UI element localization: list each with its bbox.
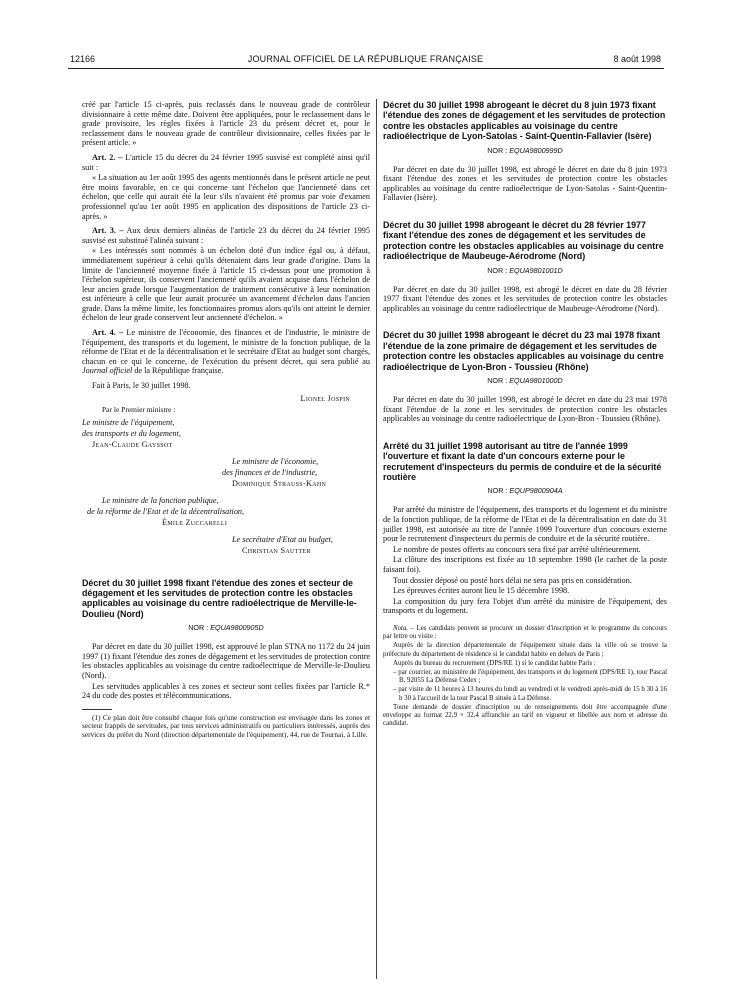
left-column [82, 100, 370, 740]
arrete-1-title: Arrêté du 31 juillet 1998 autorisant au titre de l'année 1999 l'ouverture et fixant la date d'un concours externe pour le recrutement d'inspecteurs du permis de conduire et de la sécurité routière [383, 440, 662, 483]
decree-1-title: Décret du 30 juillet 1998 fixant l'étendue des zones et secteur de dégagement et les servitudes de protection contre les obstacles applicables au voisinage du centre radioélectrique de Merville-le-Doulieu (Nord) [82, 577, 357, 619]
signatures-block [82, 393, 370, 556]
decree-4-paragraph: Par décret en date du 30 juillet 1998, est abrogé le décret en date du 23 mai 1978 fixant l'étendue de la zone et les servitudes de protection contre les obstacles applicables au voisinage du centre radioélectrique de Lyon-Bron - Toussieu (Rhône). [383, 395, 667, 424]
decree-4-nor-label: NOR : [487, 376, 510, 386]
decree-1-paragraph-1: Par décret en date du 30 juillet 1998, est approuvé le plan STNA no 1172 du 24 juin 1997 (1) fixant l'étendue des zones de dégagement et les servitudes de protection contre les obstacles applicables au voisinage du centre radioélectrique de Merville-le-Doulieu (Nord). [82, 642, 370, 681]
right-column [383, 100, 667, 729]
signature-budget: Christian Sautter [242, 545, 311, 555]
article-2-quote: « La situation au 1er août 1995 des agents mentionnés dans le présent article ne peut être moins favorable, en ce qui concerne tant l'échelon que l'ancienneté dans cet échelon, que celle qui aurait été la leur s'ils n'avaient été promus par voie d'examen professionnel qu'au 1er août 1995 en application des dispositions de l'article 23 ci-après. » [82, 173, 370, 221]
article-4 [82, 328, 370, 376]
signature-equipment: Jean-Claude Gayssot [92, 439, 173, 449]
issue-date: 8 août 1998 [613, 54, 661, 64]
decree-4-nor [383, 376, 667, 385]
intro-paragraph: créé par l'article 15 ci-après, puis reclassés dans le nouveau grade de contrôleur divisionnaire à cette même date. Doivent être appliquées, pour le reclassement dans le grade provisoire, les règles fixées à l'article 23 du présent décret et, pour le reclassement dans le nouveau grade de contrôleur divisionnaire, celles fixées par le présent article. » [82, 100, 370, 148]
arrete-1-paragraph-6: La composition du jury fera l'objet d'un arrêté du ministre de l'équipement, des transports et du logement. [383, 596, 667, 616]
secretary-budget: Le secrétaire d'Etat au budget, [232, 534, 333, 544]
decree-4-nor-code: EQUA9801000D [509, 376, 563, 386]
decree-3-title: Décret du 30 juillet 1998 abrogeant le décret du 28 février 1977 fixant l'étendue des zones de dégagement et les servitudes de protection contre les obstacles applicables au voisinage du centre radioélectrique de Maubeuge-Aérodrome (Nord) [383, 220, 664, 262]
nota-6: Toute demande de dossier d'inscription ou de renseignements doit être accompagnée d'une enveloppe au format 22,9 × 32,4 affranchie au tarif en vigueur et libellée aux nom et adresse du candidat. [383, 703, 667, 728]
par-premier-ministre: Par le Premier ministre : [102, 404, 176, 414]
decree-3-nor-label: NOR : [487, 265, 510, 275]
decree-1-nor [82, 623, 370, 632]
footnote-1: (1) Ce plan doit être consulté chaque fois qu'une construction est envisagée dans les zones et secteur frappés de servitudes, par tous services administratifs ou particuliers intéressés, auprès des services du préfet du Nord (direction départementale de l'équipement), 44, rue de Tournai, à Lille. [82, 712, 370, 739]
arrete-1-paragraph-3: La clôture des inscriptions est fixée au 18 septembre 1998 (le cachet de la poste faisant foi). [383, 555, 667, 574]
nota-1 [383, 625, 667, 641]
decree-3-paragraph: Par décret en date du 30 juillet 1998, est abrogé le décret en date du 28 février 1977 fixant l'étendue des zones et les servitudes de protection contre les obstacles applicables au voisinage du centre radioélectrique de Maubeuge-Aérodrome (Nord). [383, 284, 667, 313]
page-number: 12166 [70, 54, 96, 64]
nota-label: Nota. – [393, 624, 415, 632]
arrete-1-paragraph-1: Par arrêté du ministre de l'équipement, des transports et du logement et du ministre de la fonction publique, de la réforme de l'Etat et de la décentralisation en date du 31 juillet 1998, est autorisée au titre de l'année 1999 l'ouverture d'un concours externe pour le recrutement d'inspecteurs du permis de conduire et de la sécurité routière. [383, 505, 667, 544]
nota-1-text: Les candidats peuvent se procurer un dossier d'inscription et le programme du concours par lettre ou visite : [383, 624, 667, 641]
signature-fp: Émile Zuccarelli [162, 517, 228, 527]
minister-equipment-line-2: des transports et du logement, [82, 428, 181, 438]
minister-economy-line-2: des finances et de l'industrie, [222, 467, 318, 477]
decree-4-title: Décret du 30 juillet 1998 abrogeant le décret du 23 mai 1978 fixant l'étendue de la zone primaire de dégagement et les servitudes de protection contre les obstacles applicables au voisinage du centre radioélectrique de Lyon-Bron - Toussieu (Rhône) [383, 330, 664, 372]
footnote-rule [82, 709, 112, 710]
nota-2: Auprès de la direction départementale de l'équipement située dans la ville où se trouve la préfecture du département de résidence si le candidat habite en dehors de Paris ; [383, 642, 667, 658]
arrete-1-paragraph-2: Le nombre de postes offerts au concours sera fixé par arrêté ultérieurement. [393, 544, 641, 554]
article-3-label: Art. 3. – [92, 226, 124, 236]
article-2-label: Art. 2. – [92, 152, 123, 162]
decree-1-nor-code: EQUA9800905D [210, 623, 264, 633]
article-4-label: Art. 4. – [92, 328, 124, 338]
article-3 [82, 226, 370, 245]
signature-prime-minister: Lionel Jospin [300, 393, 350, 403]
arrete-1-paragraph-5: Les épreuves écrites auront lieu le 15 décembre 1998. [393, 586, 570, 596]
decree-2-title: Décret du 30 juillet 1998 abrogeant le décret du 8 juin 1973 fixant l'étendue des zones de dégagement et les servitudes de protection contre les obstacles applicables au voisinage du centre radioélectrique de Lyon-Satolas - Saint-Quentin-Fallavier (Isère) [383, 100, 666, 142]
nota-3: Auprès du bureau du recrutement (DPS/RE 1) si le candidat habite Paris : [393, 659, 596, 667]
minister-fp-line-1: Le ministre de la fonction publique, [102, 495, 219, 505]
arrete-1-nor-code: EQUP9800904A [509, 486, 563, 496]
footnote-block [82, 714, 370, 740]
arrete-1-paragraph-4: Tout dossier déposé ou posté hors délai ne sera pas pris en considération. [393, 575, 632, 585]
article-3-quote: « Les intéressés sont nommés à un échelon doté d'un indice égal ou, à défaut, immédiatement supérieur à celui qu'ils détenaient dans leur grade d'origine. Dans la limite de l'ancienneté moyenne fixée à l'article 15 ci-dessus pour une promotion à l'échelon supérieur, ils conservent l'ancienneté qu'ils avaient acquise dans l'échelon de leur ancien grade lorsque l'augmentation de traitement consécutive à leur nomination est inférieure à celle que leur aurait procurée un avancement d'échelon dans l'ancien grade. Dans la même limite, les fonctionnaires promus alors qu'ils ont atteint le dernier échelon de leur grade conservent leur ancienneté d'échelon. » [82, 246, 370, 323]
decree-3-nor-code: EQUA9801001D [509, 265, 563, 275]
article-2 [82, 153, 370, 172]
minister-fp-line-2: de la réforme de l'Etat et de la décentralisation, [87, 506, 245, 516]
nota-4: – par courrier, au ministère de l'équipement, des transports et du logement (DPS/RE 1), tour Pascal B, 92055 La Défense Cedex ; [393, 668, 667, 685]
decree-1-paragraph-2: Les servitudes applicables à ces zones et secteur sont celles fixées par l'article R.* 24 du code des postes et télécommunications. [82, 681, 370, 701]
minister-equipment-line-1: Le ministre de l'équipement, [82, 417, 175, 427]
article-2-text: L'article 15 du décret du 24 février 1995 susvisé est complété ainsi qu'il suit : [82, 152, 370, 172]
article-4-text-a: Le ministre de l'économie, des finances et de l'industrie, le ministre de l'équipement, des transports et du logement, le ministre de la fonction publique, de la réforme de l'Etat et de la décentralisation et le secrétaire d'Etat au budget sont chargés, chacun en ce qui le concerne, de l'exécution du présent décret, qui sera publié au [82, 328, 370, 366]
decree-2-paragraph: Par décret en date du 30 juillet 1998, est abrogé le décret en date du 8 juin 1973 fixant l'étendue des zones et les servitudes de protection contre les obstacles applicables au voisinage du centre radioélectrique de Lyon-Satolas - Saint-Quentin-Fallavier (Isère). [383, 164, 667, 203]
decree-2-nor-code: EQUA9800999D [509, 145, 563, 155]
page-header [0, 52, 731, 68]
arrete-1-nor-label: NOR : [487, 486, 510, 496]
article-4-text-b: de la République française. [132, 366, 224, 376]
fait-a-paris: Fait à Paris, le 30 juillet 1998. [92, 381, 191, 391]
journal-title: JOURNAL OFFICIEL DE LA RÉPUBLIQUE FRANÇAISE [247, 54, 484, 64]
article-3-text: Aux deux derniers alinéas de l'article 23 du décret du 24 février 1995 susvisé est substitué l'alinéa suivant : [82, 226, 370, 245]
header-rule [68, 68, 664, 69]
decree-2-nor [383, 146, 667, 155]
article-4-journal: Journal officiel [82, 366, 133, 376]
decree-1-nor-label: NOR : [188, 623, 211, 633]
nota-5: – par visite de 11 heures à 13 heures du lundi au vendredi et le vendredi après-midi de 15 h 30 à 16 h 30 à l'accueil de la tour Pascal B située à La Défense. [393, 686, 667, 702]
nota-block [383, 625, 667, 728]
minister-economy-line-1: Le ministre de l'économie, [232, 456, 319, 466]
signature-economy: Dominique Strauss-Kahn [232, 478, 327, 488]
decree-3-nor [383, 266, 667, 275]
column-divider [376, 99, 377, 979]
arrete-1-nor [383, 486, 667, 495]
decree-2-nor-label: NOR : [487, 145, 510, 155]
